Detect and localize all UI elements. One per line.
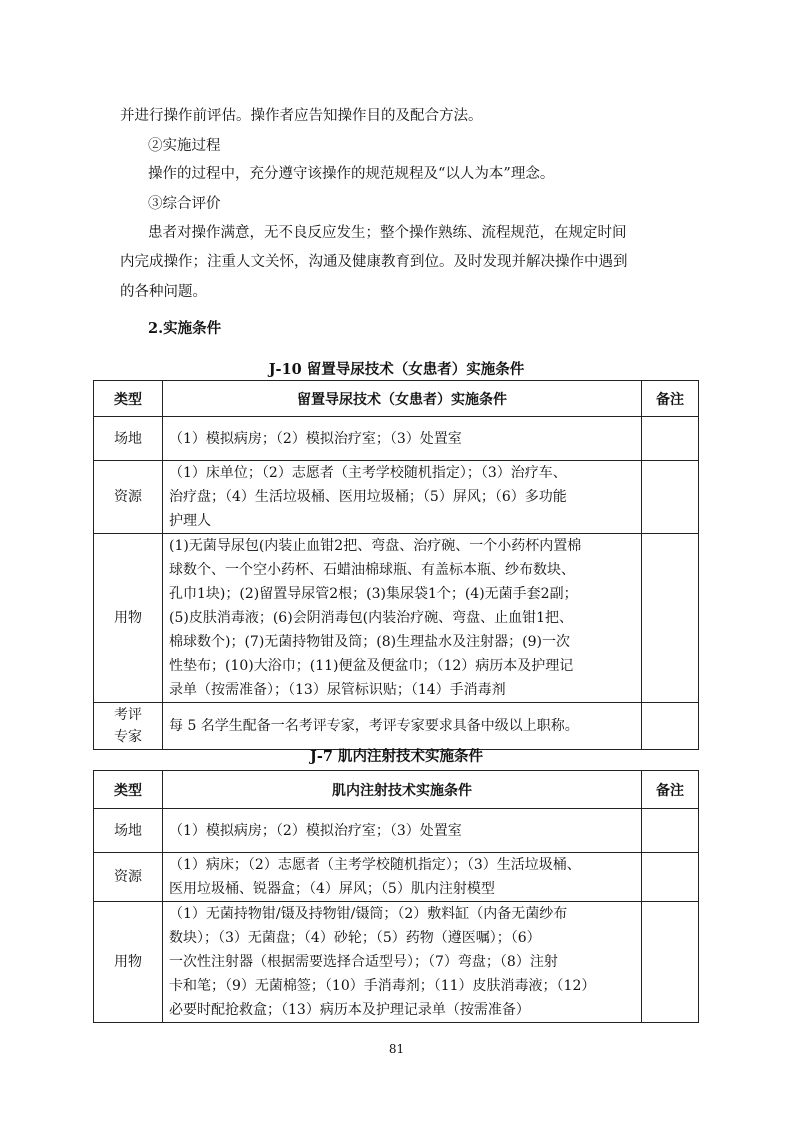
row-note	[642, 902, 699, 1023]
cell-line: 棉球数个)；(7)无菌持物钳及筒；(8)生理盐水及注射器；(9)一次	[169, 634, 570, 650]
cell-line: 球数个、一个空小药杯、石蜡油棉球瓶、有盖标本瓶、纱布数块、	[169, 562, 575, 578]
cell-line: （1）无菌持物钳/镊及持物钳/镊筒；（2）敷料缸（内备无菌纱布	[169, 906, 568, 922]
section-heading: 2.实施条件	[148, 320, 222, 337]
cell-line: 性垫布；(10)大浴巾；(11)便盆及便盆巾；（12）病历本及护理记	[169, 658, 574, 674]
cell-line: 治疗盘；（4）生活垃圾桶、医用垃圾桶；（5）屏风；（6）多功能	[169, 489, 567, 505]
row-content	[163, 417, 642, 461]
row-type: 资源	[94, 461, 163, 534]
paragraph-line: 并进行操作前评估。操作者应告知操作目的及配合方法。	[120, 108, 483, 124]
table-title: J-10 留置导尿技术（女患者）实施条件	[268, 361, 525, 378]
row-content	[163, 534, 642, 703]
cell-line: 护理人	[169, 513, 211, 529]
table-row	[94, 417, 699, 461]
row-note	[642, 703, 699, 750]
cell-line: 卡和笔；（9）无菌棉签；（10）手消毒剂；（11）皮肤消毒液；（12）	[169, 978, 596, 994]
cell-line: 孔巾1块)；(2)留置导尿管2根；(3)集尿袋1个；(4)无菌手套2副；	[169, 586, 578, 602]
header-conditions: 留置导尿技术（女患者）实施条件	[163, 381, 642, 417]
row-note	[642, 461, 699, 534]
header-note: 备注	[642, 381, 699, 417]
cell-line: 考评	[114, 707, 142, 723]
row-type: 用物	[94, 902, 163, 1023]
cell-line: （1）模拟病房；（2）模拟治疗室；（3）处置室	[169, 430, 462, 447]
header-type: 类型	[94, 381, 163, 417]
cell-line: (1)无菌导尿包(内装止血钳2把、弯盘、治疗碗、一个小药杯内置棉	[169, 538, 582, 554]
row-content	[163, 902, 642, 1023]
page-number: 81	[388, 1042, 405, 1056]
table-row	[94, 461, 699, 534]
row-content	[163, 461, 642, 534]
table-row	[94, 902, 699, 1023]
row-note	[642, 417, 699, 461]
paragraph-line: ②实施过程	[148, 138, 221, 154]
paragraph-line: 患者对操作满意，无不良反应发生；整个操作熟练、流程规范，在规定时间	[148, 225, 627, 241]
table-row	[94, 853, 699, 902]
cell-line: 专家	[114, 729, 142, 745]
paragraph-line: 操作的过程中，充分遵守该操作的规范规程及“以人为本”理念。	[148, 166, 555, 182]
cell-line: 录单（按需准备）；（13）尿管标识贴；（14）手消毒剂	[169, 682, 506, 698]
row-content	[163, 809, 642, 853]
row-content	[163, 703, 642, 750]
header-conditions: 肌内注射技术实施条件	[163, 771, 642, 809]
header-note: 备注	[642, 771, 699, 809]
cell-line: （1）病床；（2）志愿者（主考学校随机指定）；（3）生活垃圾桶、	[169, 857, 581, 873]
row-type: 场地	[94, 809, 163, 853]
row-type: 场地	[94, 417, 163, 461]
table-row	[94, 703, 699, 750]
cell-line: 医用垃圾桶、锐器盒；（4）屏风；（5）肌内注射模型	[169, 881, 495, 897]
conditions-table-j10	[93, 380, 699, 750]
row-note	[642, 809, 699, 853]
table-row	[94, 809, 699, 853]
table-title: J-7 肌内注射技术实施条件	[309, 748, 483, 765]
paragraph-line: ③综合评价	[148, 196, 221, 212]
table-row	[94, 534, 699, 703]
row-note	[642, 853, 699, 902]
cell-line: （1）模拟病房；（2）模拟治疗室；（3）处置室	[169, 822, 462, 839]
paragraph-line: 的各种问题。	[120, 284, 207, 300]
row-type	[94, 703, 163, 750]
cell-line: （1）床单位；（2）志愿者（主考学校随机指定）；（3）治疗车、	[169, 465, 567, 481]
row-note	[642, 534, 699, 703]
row-content	[163, 853, 642, 902]
header-type: 类型	[94, 771, 163, 809]
cell-line: 数块）；（3）无菌盘；（4）砂轮；（5）药物（遵医嘱）；（6）	[169, 930, 541, 946]
paragraph-line: 内完成操作；注重人文关怀，沟通及健康教育到位。及时发现并解决操作中遇到	[120, 254, 628, 270]
row-type: 用物	[94, 534, 163, 703]
cell-line: 每 5 名学生配备一名考评专家，考评专家要求具备中级以上职称。	[169, 718, 579, 734]
conditions-table-j7	[93, 770, 699, 1023]
cell-line: 必要时配抢救盒；（13）病历本及护理记录单（按需准备）	[169, 1002, 530, 1018]
row-type: 资源	[94, 853, 163, 902]
cell-line: 一次性注射器（根据需要选择合适型号）；（7）弯盘；（8）注射	[169, 954, 558, 970]
cell-line: (5)皮肤消毒液；(6)会阴消毒包(内装治疗碗、弯盘、止血钳1把、	[169, 610, 574, 626]
